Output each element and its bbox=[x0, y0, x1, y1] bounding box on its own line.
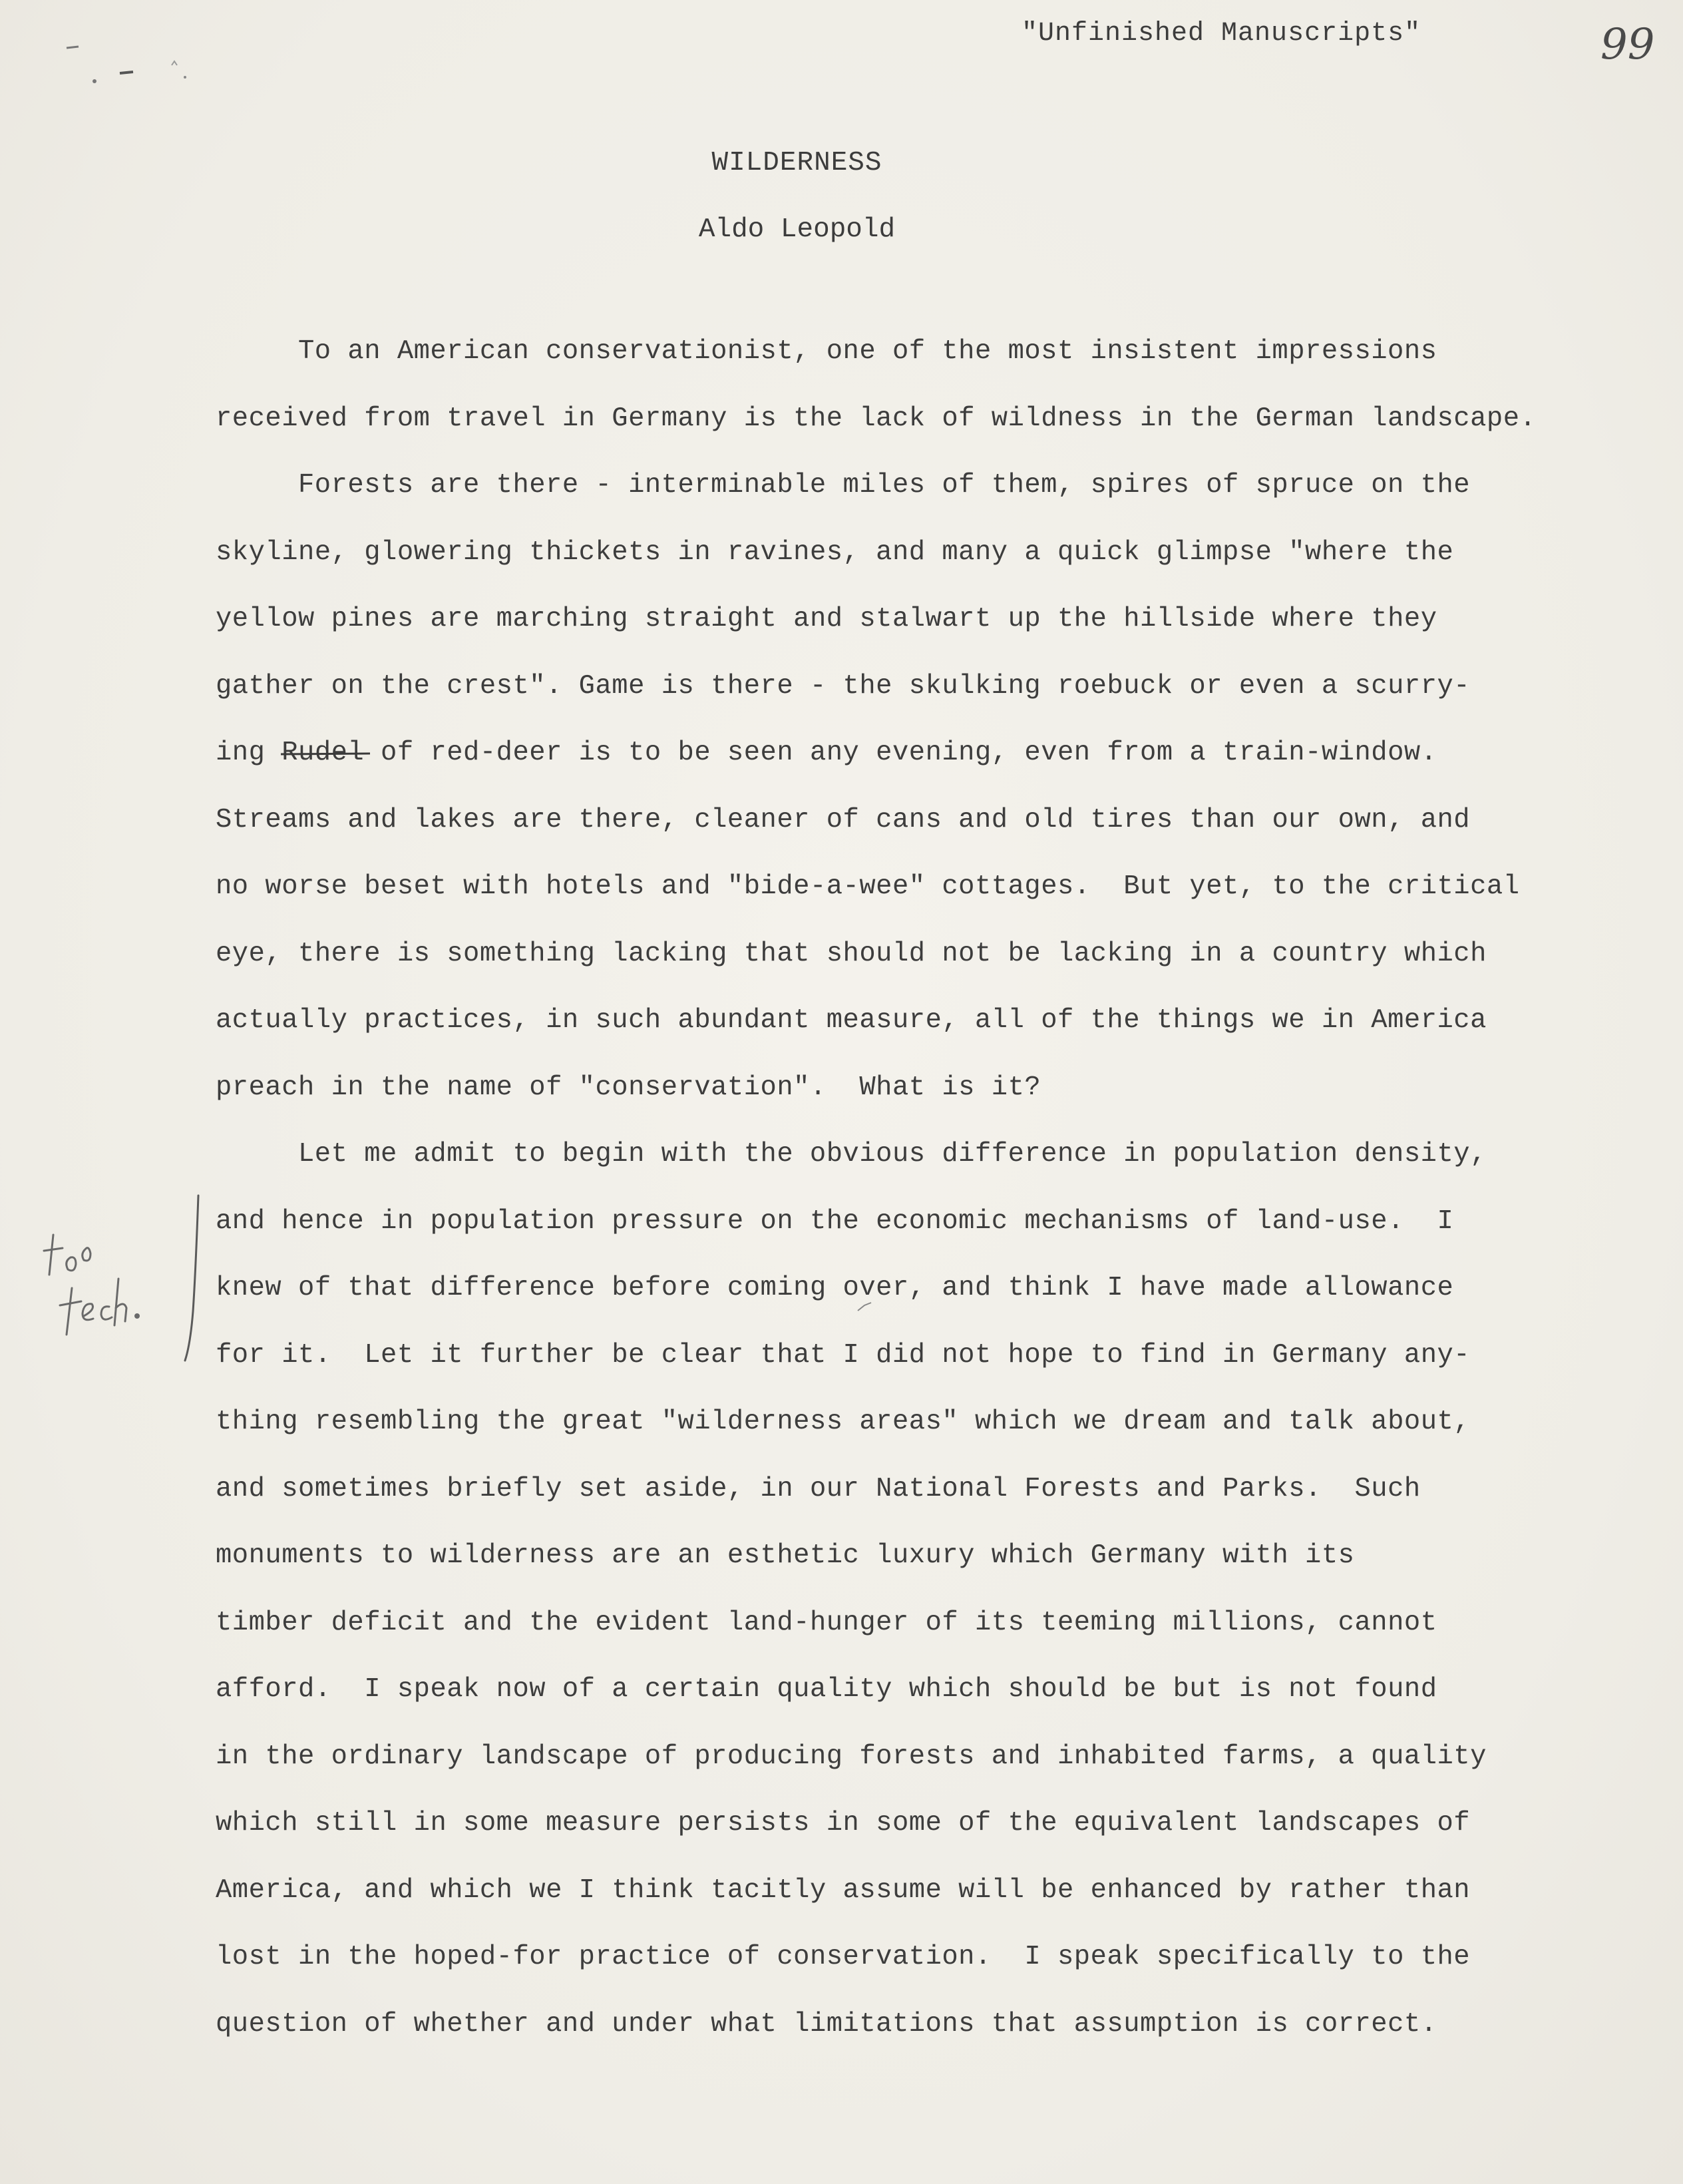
text-line-underlined-word: ing Rudel of red-deer is to be seen any evening, even from a train-window. bbox=[216, 738, 1437, 768]
page-number: 99 bbox=[1600, 20, 1655, 69]
text-line: in the ordinary landscape of producing forests and inhabited farms, a quality bbox=[216, 1741, 1487, 1772]
text-line: yellow pines are marching straight and stalwart up the hillside where they bbox=[216, 604, 1437, 634]
text-line: skyline, glowering thickets in ravines, and many a quick glimpse "where the bbox=[216, 537, 1454, 568]
handwritten-margin-note bbox=[40, 1228, 160, 1355]
text-line: and hence in population pressure on the economic mechanisms of land-use. I bbox=[216, 1205, 1454, 1237]
text-line: eye, there is something lacking that should not be lacking in a country which bbox=[216, 938, 1487, 969]
text-line: monuments to wilderness are an esthetic luxury which Germany with its bbox=[216, 1540, 1355, 1571]
text-line: afford. I speak now of a certain quality which should be but is not found bbox=[216, 1674, 1437, 1705]
text-line: which still in some measure persists in some of the equivalent landscapes of bbox=[216, 1808, 1471, 1839]
text-line: timber deficit and the evident land-hunger of its teeming millions, cannot bbox=[216, 1607, 1437, 1638]
text-line: gather on the crest". Game is there - the skulking roebuck or even a scurry- bbox=[216, 670, 1471, 702]
text-line: preach in the name of "conservation". What is it? bbox=[216, 1072, 1041, 1103]
text-line: no worse beset with hotels and "bide-a-wee" cottages. But yet, to the critical bbox=[216, 871, 1520, 902]
text-line: To an American conservationist, one of the most insistent impressions bbox=[298, 336, 1437, 367]
text-line: received from travel in Germany is the lack of wildness in the German landscape. bbox=[216, 403, 1537, 434]
rudel-underline bbox=[280, 751, 373, 758]
text-line: thing resembling the great "wilderness areas" which we dream and talk about, bbox=[216, 1407, 1471, 1437]
margin-bracket-mark bbox=[180, 1192, 206, 1365]
text-line: and sometimes briefly set aside, in our National Forests and Parks. Such bbox=[216, 1473, 1421, 1504]
document-title: WILDERNESS bbox=[711, 148, 882, 178]
text-line: lost in the hoped-for practice of conservation. I speak specifically to the bbox=[216, 1942, 1471, 1972]
text-line: Let me admit to begin with the obvious difference in population density, bbox=[298, 1139, 1487, 1170]
text-line: America, and which we I think tacitly assume will be enhanced by rather than bbox=[216, 1874, 1471, 1906]
text-line: for it. Let it further be clear that I did not hope to find in Germany any- bbox=[216, 1339, 1471, 1371]
text-line: Forests are there - interminable miles of them, spires of spruce on the bbox=[298, 470, 1471, 501]
text-line: Streams and lakes are there, cleaner of cans and old tires than our own, and bbox=[216, 804, 1471, 835]
text-line: question of whether and under what limitations that assumption is correct. bbox=[216, 2008, 1437, 2040]
collection-label: "Unfinished Manuscripts" bbox=[1022, 19, 1421, 49]
document-body bbox=[216, 318, 1547, 2058]
text-line: actually practices, in such abundant measure, all of the things we in America bbox=[216, 1005, 1487, 1036]
insert-mark bbox=[855, 1301, 875, 1315]
paper-specks bbox=[20, 20, 220, 100]
document-author: Aldo Leopold bbox=[698, 214, 896, 245]
text-line: knew of that difference before coming over, and think I have made allowance bbox=[216, 1273, 1454, 1303]
